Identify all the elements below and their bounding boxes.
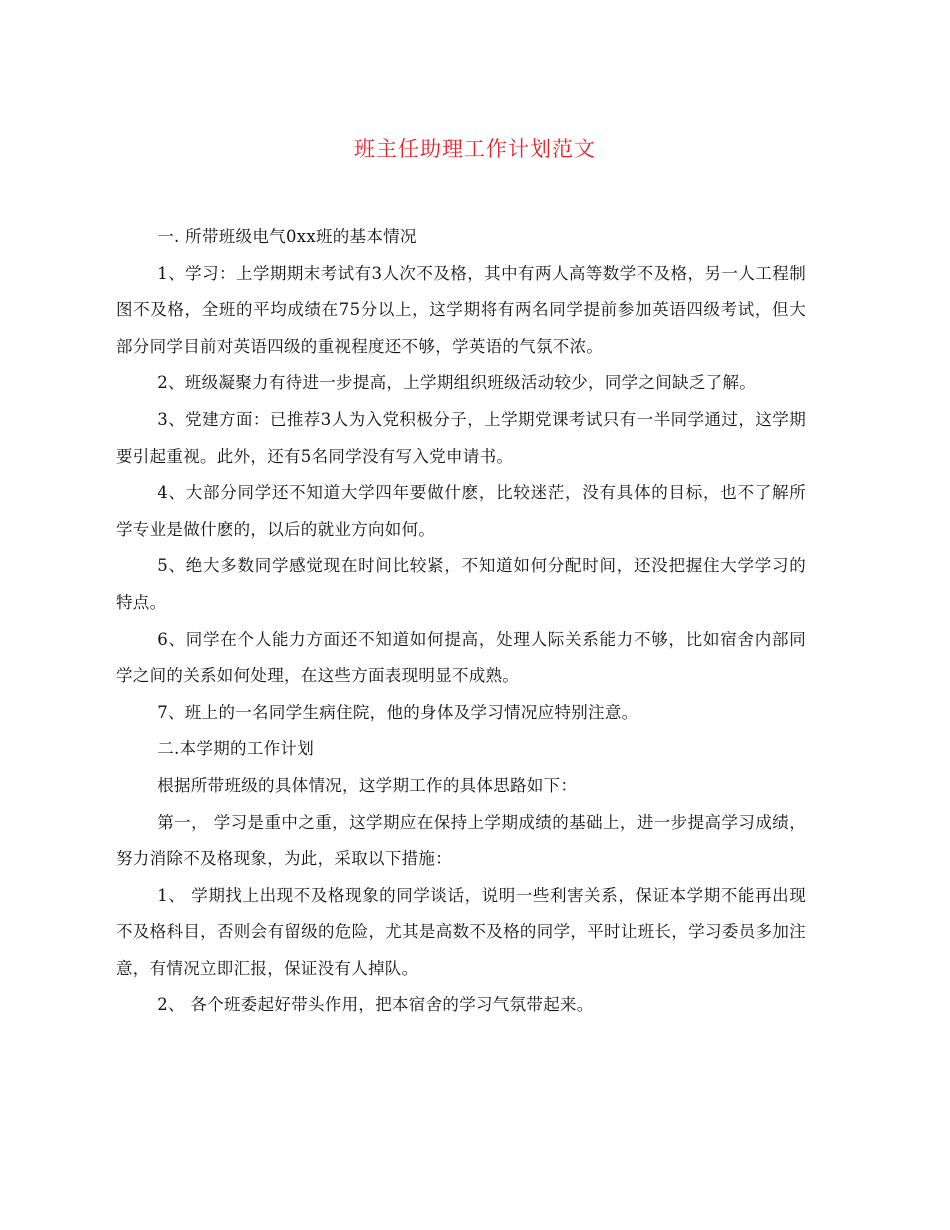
paragraph-measure-1: 1、 学期找上出现不及格现象的同学谈话，说明一些利害关系，保证本学期不能再出现不及格科目，否则会有留级的危险，尤其是高数不及格的同学，平时让班长，学习委员多加注意，有情况立即汇报，保证没有人掉队。	[116, 885, 806, 978]
paragraph-measure-2: 2、 各个班委起好带头作用，把本宿舍的学习气氛带起来。	[157, 995, 594, 1015]
paragraph-intro: 根据所带班级的具体情况，这学期工作的具体思路如下：	[157, 775, 578, 795]
document-body	[116, 219, 806, 1024]
paragraph-time: 5、绝大多数同学感觉现在时间比较紧，不知道如何分配时间，还没把握住大学学习的特点。	[116, 556, 806, 612]
document-title: 班主任助理工作计划范文	[354, 137, 596, 161]
section-heading-1: 一. 所带班级电气0xx班的基本情况	[157, 227, 417, 246]
paragraph-ability: 6、同学在个人能力方面还不知道如何提高，处理人际关系能力不够，比如宿舍内部同学之间的关系如何处理，在这些方面表现明显不成熟。	[116, 629, 806, 686]
section-heading-2: 二.本学期的工作计划	[157, 739, 314, 759]
paragraph-party: 3、党建方面：已推荐3人为入党积极分子，上学期党课考试只有一半同学通过，这学期要引起重视。此外，还有5名同学没有写入党申请书。	[116, 409, 806, 466]
paragraph-cohesion: 2、班级凝聚力有待进一步提高，上学期组织班级活动较少，同学之间缺乏了解。	[157, 373, 757, 393]
paragraph-illness: 7、班上的一名同学生病住院，他的身体及学习情况应特别注意。	[157, 702, 639, 722]
paragraph-goals: 4、大部分同学还不知道大学四年要做什麽，比较迷茫，没有具体的目标，也不了解所学专业是做什麽的，以后的就业方向如何。	[116, 483, 806, 539]
paragraph-first: 第一， 学习是重中之重，这学期应在保持上学期成绩的基础上，进一步提高学习成绩，努力消除不及格现象，为此，采取以下措施：	[116, 812, 806, 869]
paragraph-study: 1、学习：上学期期末考试有3人次不及格，其中有两人高等数学不及格，另一人工程制图不及格，全班的平均成绩在75分以上，这学期将有两名同学提前参加英语四级考试，但大部分同学目前对英语四级的重视程度还不够，学英语的气氛不浓。	[116, 263, 806, 356]
